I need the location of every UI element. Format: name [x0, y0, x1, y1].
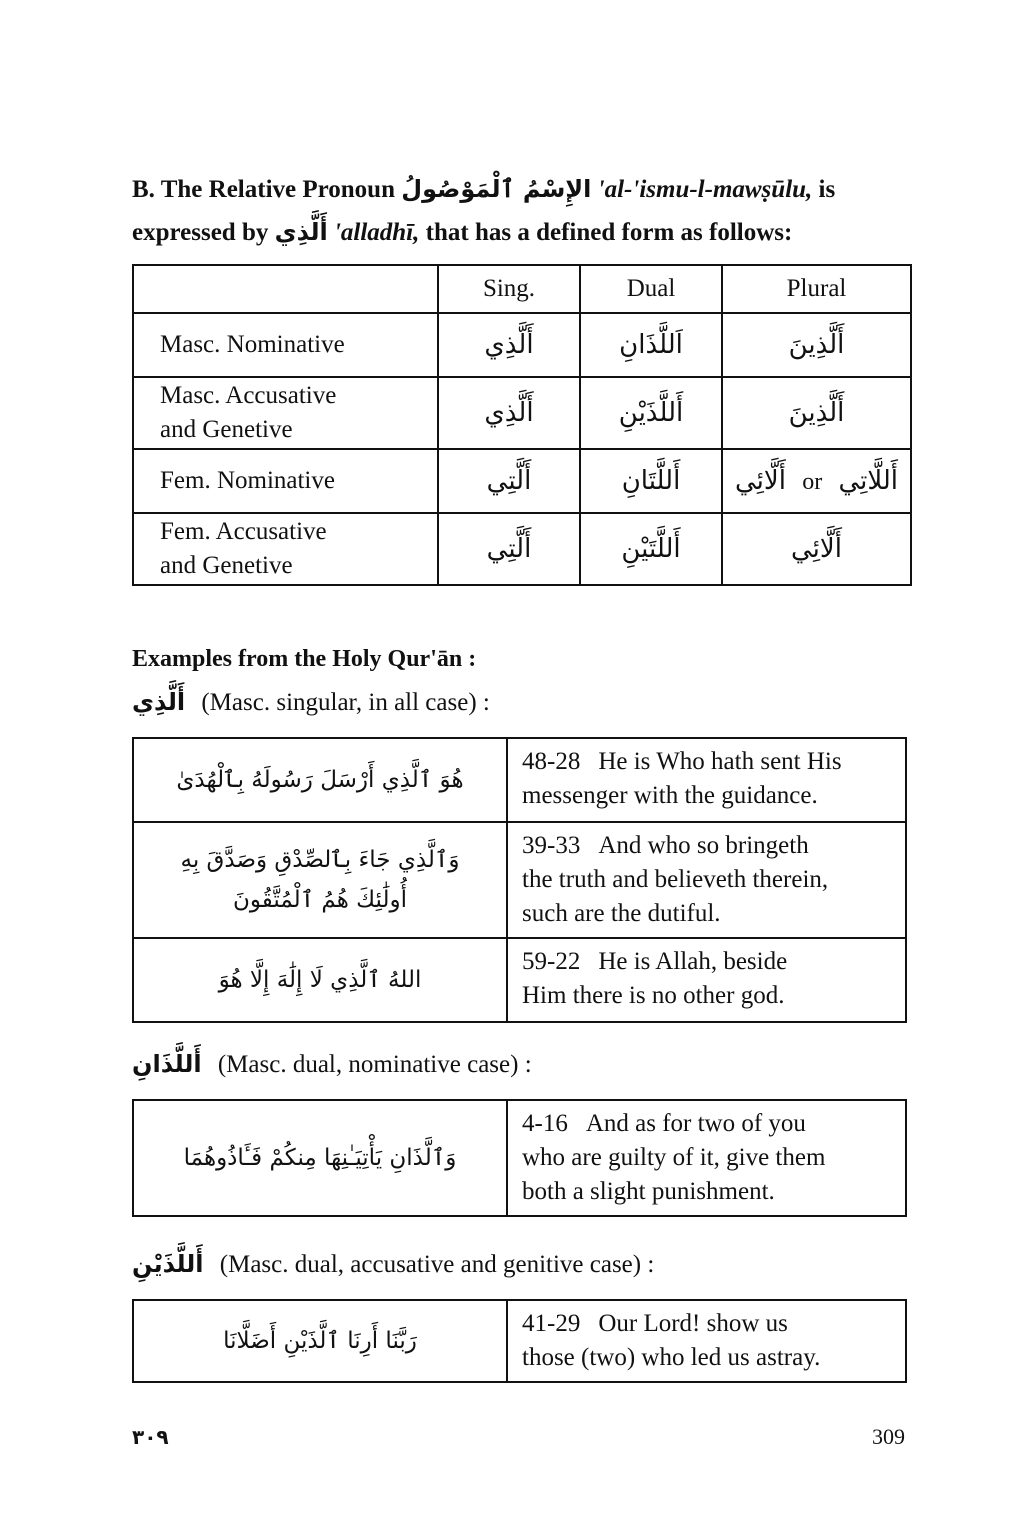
section-caption-text: (Masc. singular, in all case) :: [201, 689, 490, 716]
section-caption: [132, 1250, 654, 1279]
plural-form: [722, 449, 911, 513]
header-singular: Sing.: [438, 265, 580, 313]
plural-form: أَلَّذِينَ: [722, 377, 911, 449]
example-table: [132, 1299, 907, 1383]
verse-reference: 59-22: [522, 948, 581, 975]
row-label: [133, 513, 438, 585]
arabic-line: أُولَٰئِكَ هُمُ ٱلْمُتَّقُونَ: [232, 887, 408, 913]
translation: [507, 1100, 906, 1216]
page-number: 309: [872, 1424, 905, 1449]
header-plural: Plural: [722, 265, 911, 313]
heading-transliteration: 'al-'ismu-l-mawṣūlu,: [597, 176, 813, 203]
row-label-line2: and Genetive: [160, 416, 293, 443]
section-caption-text: (Masc. dual, nominative case) :: [217, 1051, 532, 1078]
singular-form: أَلَّذِي: [438, 377, 580, 449]
arabic-line: رَبَّنَا أَرِنَا ٱلَّذَيْنِ أَضَلَّانَا: [223, 1328, 417, 1354]
arabic-line: اللهُ ٱلَّذِي لَا إِلَٰهَ إِلَّا هُوَ: [218, 967, 422, 993]
row-label-line1: Masc. Nominative: [160, 331, 345, 358]
intro-line2-transliteration: 'alladhī,: [333, 219, 420, 246]
row-label-line2: and Genetive: [160, 552, 293, 579]
table-row: [133, 1300, 906, 1382]
translation-line: He is Who hath sent His: [598, 748, 842, 775]
translation-line: the truth and believeth therein,: [522, 866, 829, 893]
translation: [507, 1300, 906, 1382]
pronoun-table: [132, 264, 912, 586]
table-row: [133, 513, 911, 585]
heading-end: is: [818, 176, 836, 203]
table-row: [133, 449, 911, 513]
translation-line: Him there is no other god.: [522, 982, 785, 1009]
quran-arabic: [133, 738, 507, 822]
dual-form: اَللَّذَانِ: [580, 313, 722, 377]
table-row: [133, 822, 906, 938]
table-row: [133, 738, 906, 822]
heading-arabic: الإِسْمُ ٱلْمَوْصُولُ: [401, 175, 592, 203]
section-caption: [132, 1050, 532, 1079]
singular-form: أَلَّذِي: [438, 313, 580, 377]
section-arabic: أَلَّذِي: [132, 688, 186, 716]
section-caption-text: (Masc. dual, accusative and genitive case) :: [219, 1251, 655, 1278]
row-label: [133, 449, 438, 513]
section-arabic: أَللَّذَانِ: [132, 1050, 202, 1078]
verse-reference: 48-28: [522, 748, 581, 775]
quran-arabic: [133, 1300, 507, 1382]
verse-reference: 41-29: [522, 1310, 581, 1337]
singular-form: أَلَّتِي: [438, 513, 580, 585]
quran-arabic: [133, 822, 507, 938]
translation: [507, 738, 906, 822]
row-label: [133, 377, 438, 449]
example-table: [132, 1099, 907, 1217]
verse-reference: 39-33: [522, 832, 581, 859]
translation-line: And who so bringeth: [598, 832, 809, 859]
translation-line: such are the dutiful.: [522, 900, 721, 927]
verse-reference: 4-16: [522, 1110, 568, 1137]
section-arabic: أَللَّذَيْنِ: [132, 1250, 204, 1278]
section-caption: [132, 688, 490, 717]
intro-line2-end: that has a defined form as follows:: [425, 219, 793, 246]
dual-form: أَللَّتَيْنِ: [580, 513, 722, 585]
row-label: [133, 313, 438, 377]
translation-line: messenger with the guidance.: [522, 782, 818, 809]
translation: [507, 938, 906, 1022]
page-number-arabic: ٣٠٩: [132, 1425, 169, 1449]
translation-line: both a slight punishment.: [522, 1178, 775, 1205]
table-row: [133, 938, 906, 1022]
plural-form-b: أَلَّائِي: [734, 466, 786, 496]
header-empty: [133, 265, 438, 313]
arabic-line: وَٱلَّذِي جَاءَ بِٱلصِّدْقِ وَصَدَّقَ بِهِ: [180, 847, 460, 873]
intro-line2-start: expressed by: [132, 219, 269, 246]
table-row: [133, 1100, 906, 1216]
quran-arabic: [133, 1100, 507, 1216]
intro-line2-arabic: أَلَّذِي: [274, 218, 328, 246]
example-table: [132, 737, 907, 1023]
arabic-line: هُوَ ٱلَّذِي أَرْسَلَ رَسُولَهُ بِٱلْهُدَىٰ: [176, 767, 464, 793]
intro-paragraph: [132, 168, 922, 254]
row-label-line1: Fem. Accusative: [160, 518, 327, 545]
arabic-line: وَٱلَّذَانِ يَأْتِيَـٰنِهَا مِنكُمْ فَـَٔاذُوهُمَا: [183, 1145, 457, 1171]
quran-arabic: [133, 938, 507, 1022]
dual-form: أَللَّتَانِ: [580, 449, 722, 513]
pronoun-table-header: [133, 265, 911, 313]
translation-line: those (two) who led us astray.: [522, 1344, 821, 1371]
plural-form-a: أَللَّاتِي: [838, 466, 899, 496]
translation: [507, 822, 906, 938]
plural-or: or: [802, 469, 823, 495]
plural-form: أَلَّذِينَ: [722, 313, 911, 377]
dual-form: أَللَّذَيْنِ: [580, 377, 722, 449]
table-row: [133, 313, 911, 377]
row-label-line1: Fem. Nominative: [160, 467, 335, 494]
section-heading: B. The Relative Pronoun: [132, 176, 395, 203]
translation-line: who are guilty of it, give them: [522, 1144, 826, 1171]
translation-line: And as for two of you: [585, 1110, 806, 1137]
row-label-line1: Masc. Accusative: [160, 382, 337, 409]
examples-heading: Examples from the Holy Qur'ān :: [132, 646, 477, 672]
plural-form: أَلَّائِي: [722, 513, 911, 585]
header-dual: Dual: [580, 265, 722, 313]
singular-form: أَلَّتِي: [438, 449, 580, 513]
translation-line: He is Allah, beside: [598, 948, 788, 975]
translation-line: Our Lord! show us: [598, 1310, 788, 1337]
table-row: [133, 377, 911, 449]
